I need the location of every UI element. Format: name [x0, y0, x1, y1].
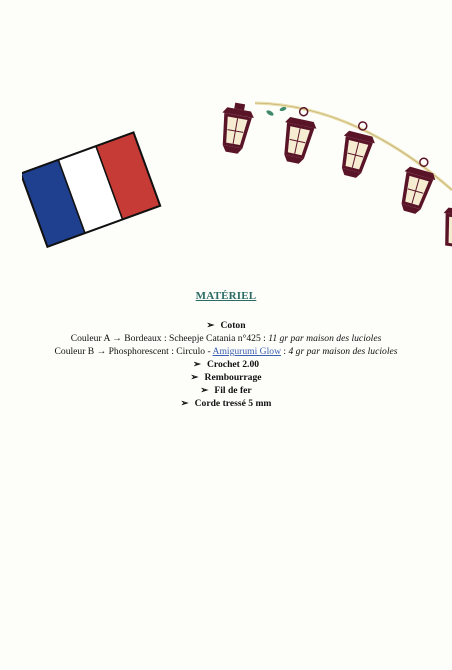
list-item [0, 358, 452, 371]
item-label: Corde tressé 5 mm [194, 398, 272, 409]
item-label: Crochet 2.00 [207, 359, 260, 370]
bullet-arrow-icon: ➢ [180, 398, 189, 409]
list-item [0, 384, 452, 397]
bullet-arrow-icon: ➢ [192, 359, 201, 370]
color-a-text: Couleur A → Bordeaux : Scheepje Catania n°425 : [70, 333, 269, 344]
list-item [0, 397, 452, 410]
color-a-note: 11 gr par maison des lucioles [268, 333, 382, 344]
coton-heading [0, 319, 452, 332]
list-item [0, 371, 452, 384]
bullet-arrow-icon: ➢ [206, 320, 215, 331]
bullet-arrow-icon: ➢ [200, 385, 209, 396]
color-a-line [0, 332, 452, 345]
color-b-text: Couleur B → Phosphorescent : Circulo - [54, 346, 213, 357]
item-label: Fil de fer [214, 385, 252, 396]
bullet-arrow-icon: ➢ [190, 372, 199, 383]
materials-section [0, 290, 452, 410]
lantern-garland-illustration [205, 95, 452, 255]
coton-label: Coton [220, 320, 246, 331]
item-label: Rembourrage [204, 372, 262, 383]
page-title: MATÉRIEL [195, 290, 257, 302]
color-b-line [0, 345, 452, 358]
color-b-note: 4 gr par maison des lucioles [288, 346, 398, 357]
amigurumi-glow-link[interactable]: Amigurumi Glow [212, 346, 282, 357]
color-b-separator: : [281, 346, 289, 357]
french-flag-icon [22, 128, 162, 248]
